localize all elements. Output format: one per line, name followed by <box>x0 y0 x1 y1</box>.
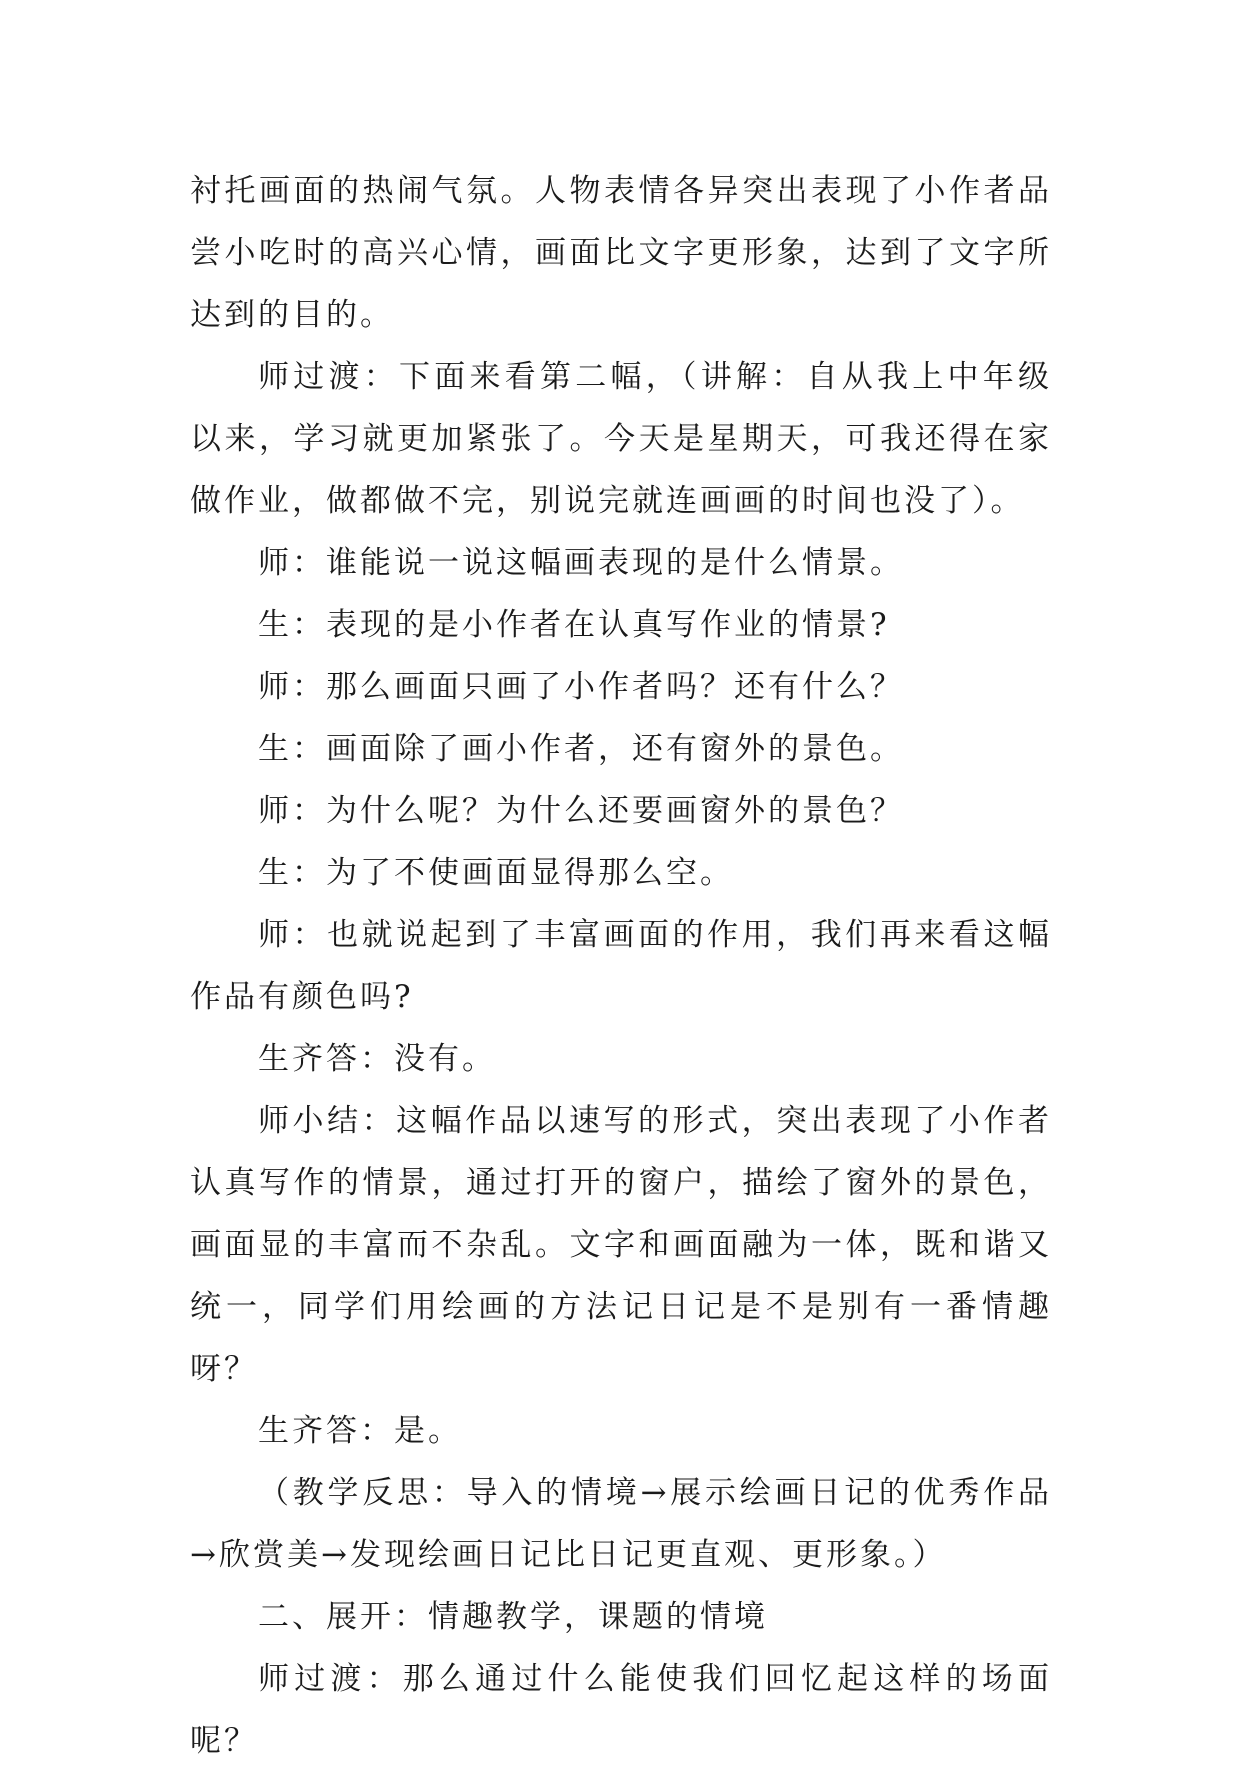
paragraph: 师过渡：下面来看第二幅，（讲解：自从我上中年级以来，学习就更加紧张了。今天是星期天，可我还得在家做作业，做都做不完，别说完就连画画的时间也没了）。 <box>190 359 1052 519</box>
section-heading: 二、展开：情趣教学，课题的情境 <box>258 1599 768 1635</box>
document-body <box>190 160 1052 1772</box>
paragraph: 生：为了不使画面显得那么空。 <box>258 855 734 891</box>
paragraph: 生齐答：是。 <box>258 1413 462 1449</box>
paragraph: 师：为什么呢？为什么还要画窗外的景色？ <box>258 793 904 829</box>
paragraph: 生：画面除了画小作者，还有窗外的景色。 <box>258 731 904 767</box>
paragraph: 衬托画面的热闹气氛。人物表情各异突出表现了小作者品尝小吃时的高兴心情，画面比文字更形象，达到了文字所达到的目的。 <box>190 173 1052 333</box>
paragraph: 师小结：这幅作品以速写的形式，突出表现了小作者认真写作的情景，通过打开的窗户，描绘了窗外的景色，画面显的丰富而不杂乱。文字和画面融为一体，既和谐又统一，同学们用绘画的方法记日记是不是别有一番情趣呀？ <box>190 1103 1052 1387</box>
paragraph: 师：也就说起到了丰富画面的作用，我们再来看这幅作品有颜色吗? <box>190 917 1052 1015</box>
paragraph: 师：那么画面只画了小作者吗？还有什么？ <box>258 669 904 705</box>
paragraph: （教学反思：导入的情境→展示绘画日记的优秀作品→欣赏美→发现绘画日记比日记更直观、更形象。） <box>190 1475 1052 1573</box>
paragraph: 生：表现的是小作者在认真写作业的情景? <box>258 607 890 643</box>
paragraph: 师过渡：那么通过什么能使我们回忆起这样的场面呢？ <box>190 1661 1052 1759</box>
paragraph: 师：谁能说一说这幅画表现的是什么情景。 <box>258 545 904 581</box>
paragraph: 生齐答：没有。 <box>258 1041 496 1077</box>
